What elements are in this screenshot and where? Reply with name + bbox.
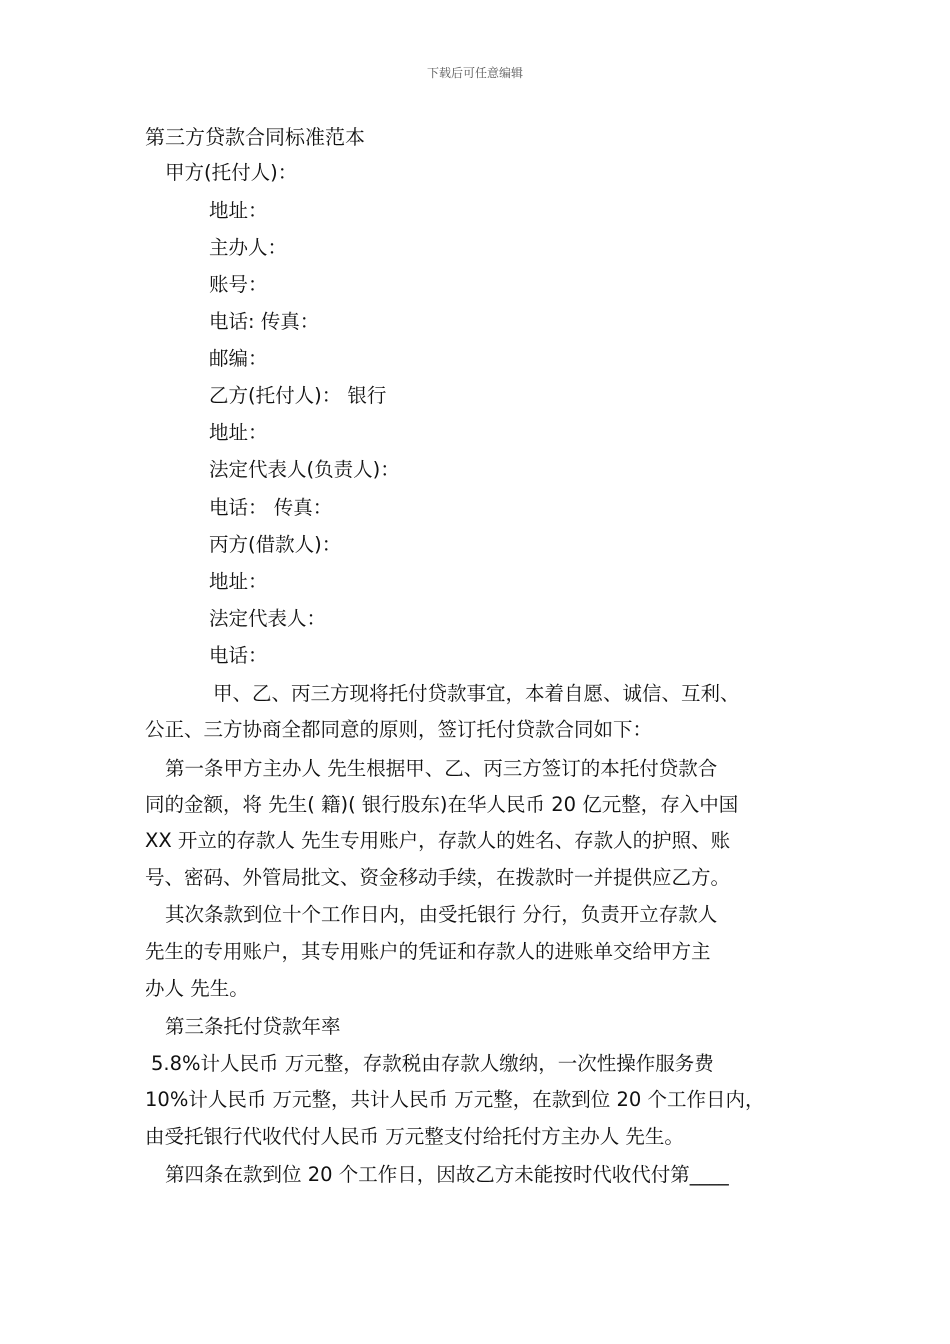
party-c-address: 地址：	[209, 570, 268, 593]
party-b-heading: 乙方(托付人)： 银行	[209, 384, 387, 407]
page-header: 下载后可任意编辑	[426, 66, 523, 80]
party-a-heading: 甲方(托付人)：	[165, 161, 298, 184]
article-2-line: 办人 先生。	[145, 977, 249, 1000]
party-a-account: 账号：	[209, 273, 268, 296]
intro-line: 甲、乙、丙三方现将托付贷款事宜，本着自愿、诚信、互利、	[213, 682, 740, 705]
article-3-line: 5.8%计人民币 万元整，存款税由存款人缴纳，一次性操作服务费	[151, 1052, 714, 1075]
article-3-line: 由受托银行代收代付人民币 万元整支付给托付方主办人 先生。	[145, 1125, 684, 1148]
article-1-line: 第一条甲方主办人 先生根据甲、乙、丙三方签订的本托付贷款合	[165, 757, 718, 780]
party-a-postcode: 邮编：	[209, 347, 268, 370]
party-a-phone-fax: 电话: 传真：	[209, 310, 320, 333]
article-2-line: 先生的专用账户，其专用账户的凭证和存款人的进账单交给甲方主	[145, 940, 711, 963]
article-1-line: 号、密码、外管局批文、资金移动手续，在拨款时一并提供应乙方。	[145, 866, 731, 889]
article-2-line: 其次条款到位十个工作日内，由受托银行 分行，负责开立存款人	[165, 903, 718, 926]
document-title: 第三方贷款合同标准范本	[145, 125, 365, 149]
article-3-line: 10%计人民币 万元整，共计人民币 万元整，在款到位 20 个工作日内，	[145, 1088, 765, 1111]
party-a-address: 地址：	[209, 199, 268, 222]
party-c-phone: 电话：	[209, 644, 268, 667]
article-1-line: 同的金额，将 先生( 籍)( 银行股东)在华人民币 20 亿元整，存入中国	[145, 793, 739, 816]
party-c-legal-rep: 法定代表人：	[209, 607, 327, 630]
party-c-heading: 丙方(借款人)：	[209, 533, 342, 556]
article-3-heading: 第三条托付贷款年率	[165, 1015, 341, 1038]
party-a-manager: 主办人：	[209, 236, 288, 259]
intro-line: 公正、三方协商全都同意的原则，签订托付贷款合同如下：	[145, 718, 653, 741]
party-b-address: 地址：	[209, 421, 268, 444]
article-1-line: XX 开立的存款人 先生专用账户，存款人的姓名、存款人的护照、账	[145, 829, 731, 852]
article-4-line: 第四条在款到位 20 个工作日，因故乙方未能按时代收代付第____	[165, 1163, 729, 1186]
party-b-legal-rep: 法定代表人(负责人)：	[209, 458, 400, 481]
party-b-phone-fax: 电话： 传真：	[209, 496, 333, 519]
